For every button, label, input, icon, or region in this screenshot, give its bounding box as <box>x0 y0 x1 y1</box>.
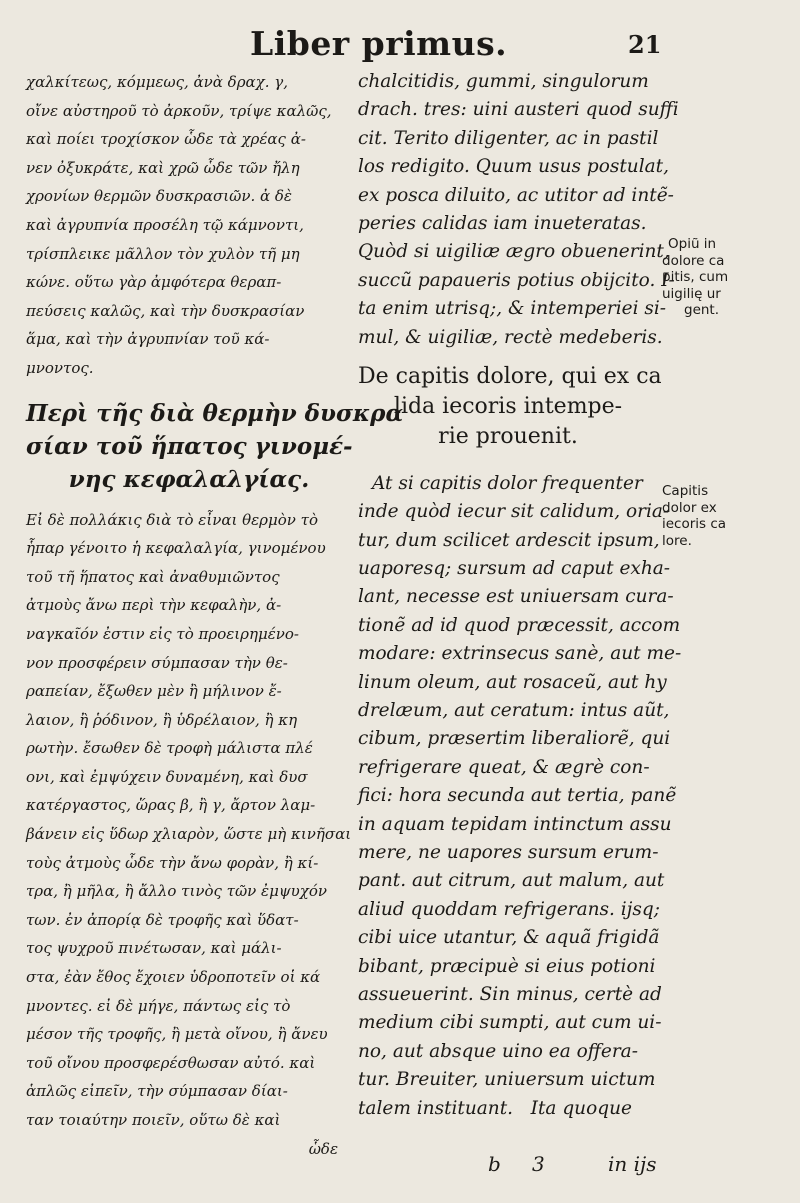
margin-note-line: lore. <box>662 532 692 549</box>
greek-line: ἁπλῶς εἰπεῖν, τὴν σύμπασαν δίαι- <box>26 1082 288 1101</box>
latin-line: tur, dum scilicet ardescit ipsum, <box>358 529 660 551</box>
greek-line: ονι, καὶ ἐμψύχειν δυναμένη, καὶ δυσ <box>26 767 308 786</box>
latin-heading-line: rie prouenit. <box>438 423 578 449</box>
margin-note-line: pitis, cum <box>662 269 729 285</box>
latin-line: drach. tres: uini austeri quod suffi <box>358 99 679 121</box>
greek-line: καὶ ἀγρυπνία προσέλη τῷ κάμνοντι, <box>26 215 304 234</box>
latin-line: Quòd si uigiliæ ægro obuenerint, <box>358 241 670 263</box>
greek-line: τοῦ οἴνου προσφερέσθωσαν αὐτό. καὶ <box>26 1053 316 1072</box>
latin-line: bibant, præcipuè si eius potioni <box>358 955 656 977</box>
latin-line: drelæum, aut ceratum: intus aũt, <box>358 700 670 722</box>
latin-line: los redigito. Quum usus postulat, <box>358 156 669 178</box>
latin-line: refrigerare queat, & ægrè con- <box>358 756 650 778</box>
catchword: in ijs <box>608 1152 657 1176</box>
signature-mark-letter: b <box>488 1152 501 1176</box>
greek-line: νεν ὀξυκράτε, καὶ χρῶ ὧδε τῶν ἤλη <box>26 158 300 177</box>
greek-line: νον προσφέρειν σύμπασαν τὴν θε- <box>26 653 288 672</box>
greek-line: μνοντος. <box>26 358 94 377</box>
greek-line: τρα, ἢ μῆλα, ἢ ἄλλο τινὸς τῶν ἐμψυχόν <box>26 882 327 901</box>
greek-line: ὧδε <box>308 1139 338 1158</box>
greek-line: ναγκαῖόν ἐστιν εἰς τὸ προειρημένο- <box>26 624 299 643</box>
latin-line: ta enim utrisq;, & intemperiei si- <box>358 298 667 320</box>
greek-line: τοὺς ἀτμοὺς ὧδε τὴν ἄνω φορὰν, ἢ κί- <box>26 853 319 872</box>
latin-line: tionẽ ad id quod præcessit, accom <box>358 614 681 636</box>
latin-line: no, aut absque uino ea offera- <box>358 1040 638 1062</box>
latin-line: talem instituant. Ita quoque <box>358 1097 632 1119</box>
margin-note-line: uigilię ur <box>662 285 721 302</box>
latin-line: cibi uice utantur, & aquã frigidã <box>358 927 660 949</box>
folio-number: 21 <box>628 30 662 59</box>
latin-heading-line: De capitis dolore, qui ex ca <box>358 363 662 389</box>
greek-text-block <box>26 68 352 383</box>
latin-section-heading <box>358 362 662 452</box>
latin-line: aliud quoddam refrigerans. ijsq; <box>358 898 660 920</box>
signature-mark-number: 3 <box>532 1152 545 1176</box>
greek-text-block <box>26 506 352 1164</box>
greek-line: χαλκίτεως, κόμμεως, ἀνὰ δραχ. γ, <box>26 73 289 91</box>
margin-note-line: gent. <box>684 302 720 318</box>
greek-line: καὶ ποίει τροχίσκον ὧδε τὰ χρέας ἀ- <box>26 130 306 149</box>
greek-line: των. ἐν ἀπορίᾳ δὲ τροφῆς καὶ ὕδατ- <box>26 910 299 929</box>
latin-line: mul, & uigiliæ, rectè medeberis. <box>358 326 663 348</box>
greek-line: ἀτμοὺς ἄνω περὶ τὴν κεφαλὴν, ἀ- <box>26 596 282 615</box>
greek-line: τρίσπλεικε μᾶλλον τὸν χυλὸν τῆ μη <box>26 244 300 263</box>
greek-line: λαιον, ἢ ῥόδινον, ἢ ὑδρέλαιον, ἢ κη <box>26 710 298 729</box>
latin-text-block <box>358 68 679 352</box>
latin-line: in aquam tepidam intinctum assu <box>358 813 672 835</box>
greek-line: τοῦ τῆ ἥπατος καὶ ἀναθυμιῶντος <box>26 567 280 586</box>
latin-line: mere, ne uapores sursum erum- <box>358 841 659 863</box>
margin-note-line: Capitis <box>662 483 709 499</box>
margin-note-line: iecoris ca <box>662 516 727 532</box>
greek-line: Εἰ δὲ πολλάκις διὰ τὸ εἶναι θερμὸν τὸ <box>26 510 318 529</box>
greek-line: χρονίων θερμῶν δυσκρασιῶν. ἀ δὲ <box>26 187 292 206</box>
margin-note-line: Opiũ in <box>668 236 717 252</box>
greek-line: κώνε. οὕτω γὰρ ἀμφότερα θεραπ- <box>26 273 282 292</box>
latin-column <box>358 68 682 1123</box>
latin-line: tur. Breuiter, uniuersum uictum <box>358 1069 656 1091</box>
latin-line: peries calidas iam inueteratas. <box>358 212 647 234</box>
greek-line: κατέργαστος, ὥρας β, ἢ γ, ἄρτον λαμ- <box>26 796 316 815</box>
greek-line: ταν τοιαύτην ποιεῖν, οὕτω δὲ καὶ <box>26 1111 281 1129</box>
greek-line: ρωτὴν. ἔσωθεν δὲ τροφὴ μάλιστα πλέ <box>26 739 313 758</box>
greek-heading-line: σίαν τοῦ ἥπατος γινομέ- <box>26 432 353 460</box>
latin-line: ex posca diluito, ac utitor ad intẽ- <box>358 184 674 206</box>
greek-line: μνοντες. εἰ δὲ μήγε, πάντως εἰς τὸ <box>26 996 291 1015</box>
greek-line: οἴνε αὐστηροῦ τὸ ἀρκοῦν, τρίψε καλῶς, <box>26 101 332 120</box>
greek-line: ἅμα, καὶ τὴν ἀγρυπνίαν τοῦ κά- <box>26 330 270 349</box>
running-title: Liber primus. <box>250 24 508 63</box>
greek-section-heading <box>26 397 404 496</box>
greek-column <box>26 68 404 1163</box>
margin-note-opium <box>662 236 782 319</box>
latin-line: medium cibi sumpti, aut cum ui- <box>358 1012 662 1034</box>
latin-line: uaporesq; sursum ad caput exha- <box>358 558 671 580</box>
latin-line: fici: hora secunda aut tertia, panẽ <box>358 785 677 807</box>
latin-line: succũ papaueris potius obijcito. I- <box>358 269 675 291</box>
latin-line: At si capitis dolor frequenter <box>372 472 643 494</box>
margin-note-line: dolore ca <box>662 252 725 269</box>
greek-line: βάνειν εἰς ὕδωρ χλιαρὸν, ὥστε μὴ κινῆσαι <box>26 825 352 844</box>
latin-line: cibum, præsertim liberaliorẽ, qui <box>358 728 671 750</box>
greek-line: στα, ἐὰν ἔθος ἔχοιεν ὑδροποτεῖν οἱ κά <box>26 968 321 987</box>
greek-line: μέσον τῆς τροφῆς, ἢ μετὰ οἴνου, ἢ ἄνευ <box>26 1025 328 1044</box>
greek-heading-line: νης κεφαλαλγίας. <box>68 465 310 493</box>
latin-line: lant, necesse est uniuersam cura- <box>358 586 674 608</box>
greek-line: πεύσεις καλῶς, καὶ τὴν δυσκρασίαν <box>26 301 305 320</box>
latin-line: modare: extrinsecus sanè, aut me- <box>358 643 682 665</box>
latin-line: inde quòd iecur sit calidum, oria- <box>358 501 670 523</box>
latin-line: chalcitidis, gummi, singulorum <box>358 71 649 92</box>
greek-line: ἧπαρ γένοιτο ἡ κεφαλαλγία, γινομένου <box>26 539 326 558</box>
greek-heading-line: Περὶ τῆς διὰ θερμὴν δυσκρα <box>26 399 404 427</box>
latin-line: cit. Terito diligenter, ac in pastil <box>358 127 659 149</box>
margin-note-headache <box>662 483 782 549</box>
greek-line: ραπείαν, ἔξωθεν μὲν ἢ μήλινον ἔ- <box>26 682 282 701</box>
latin-heading-line: lida iecoris intempe- <box>393 393 623 419</box>
margin-note-line: dolor ex <box>662 499 717 516</box>
greek-line: τος ψυχροῦ πινέτωσαν, καὶ μάλι- <box>26 939 282 958</box>
latin-line: linum oleum, aut rosaceũ, aut hy <box>358 671 667 693</box>
latin-line: assueuerint. Sin minus, certè ad <box>358 983 662 1005</box>
latin-line: pant. aut citrum, aut malum, aut <box>358 870 665 892</box>
